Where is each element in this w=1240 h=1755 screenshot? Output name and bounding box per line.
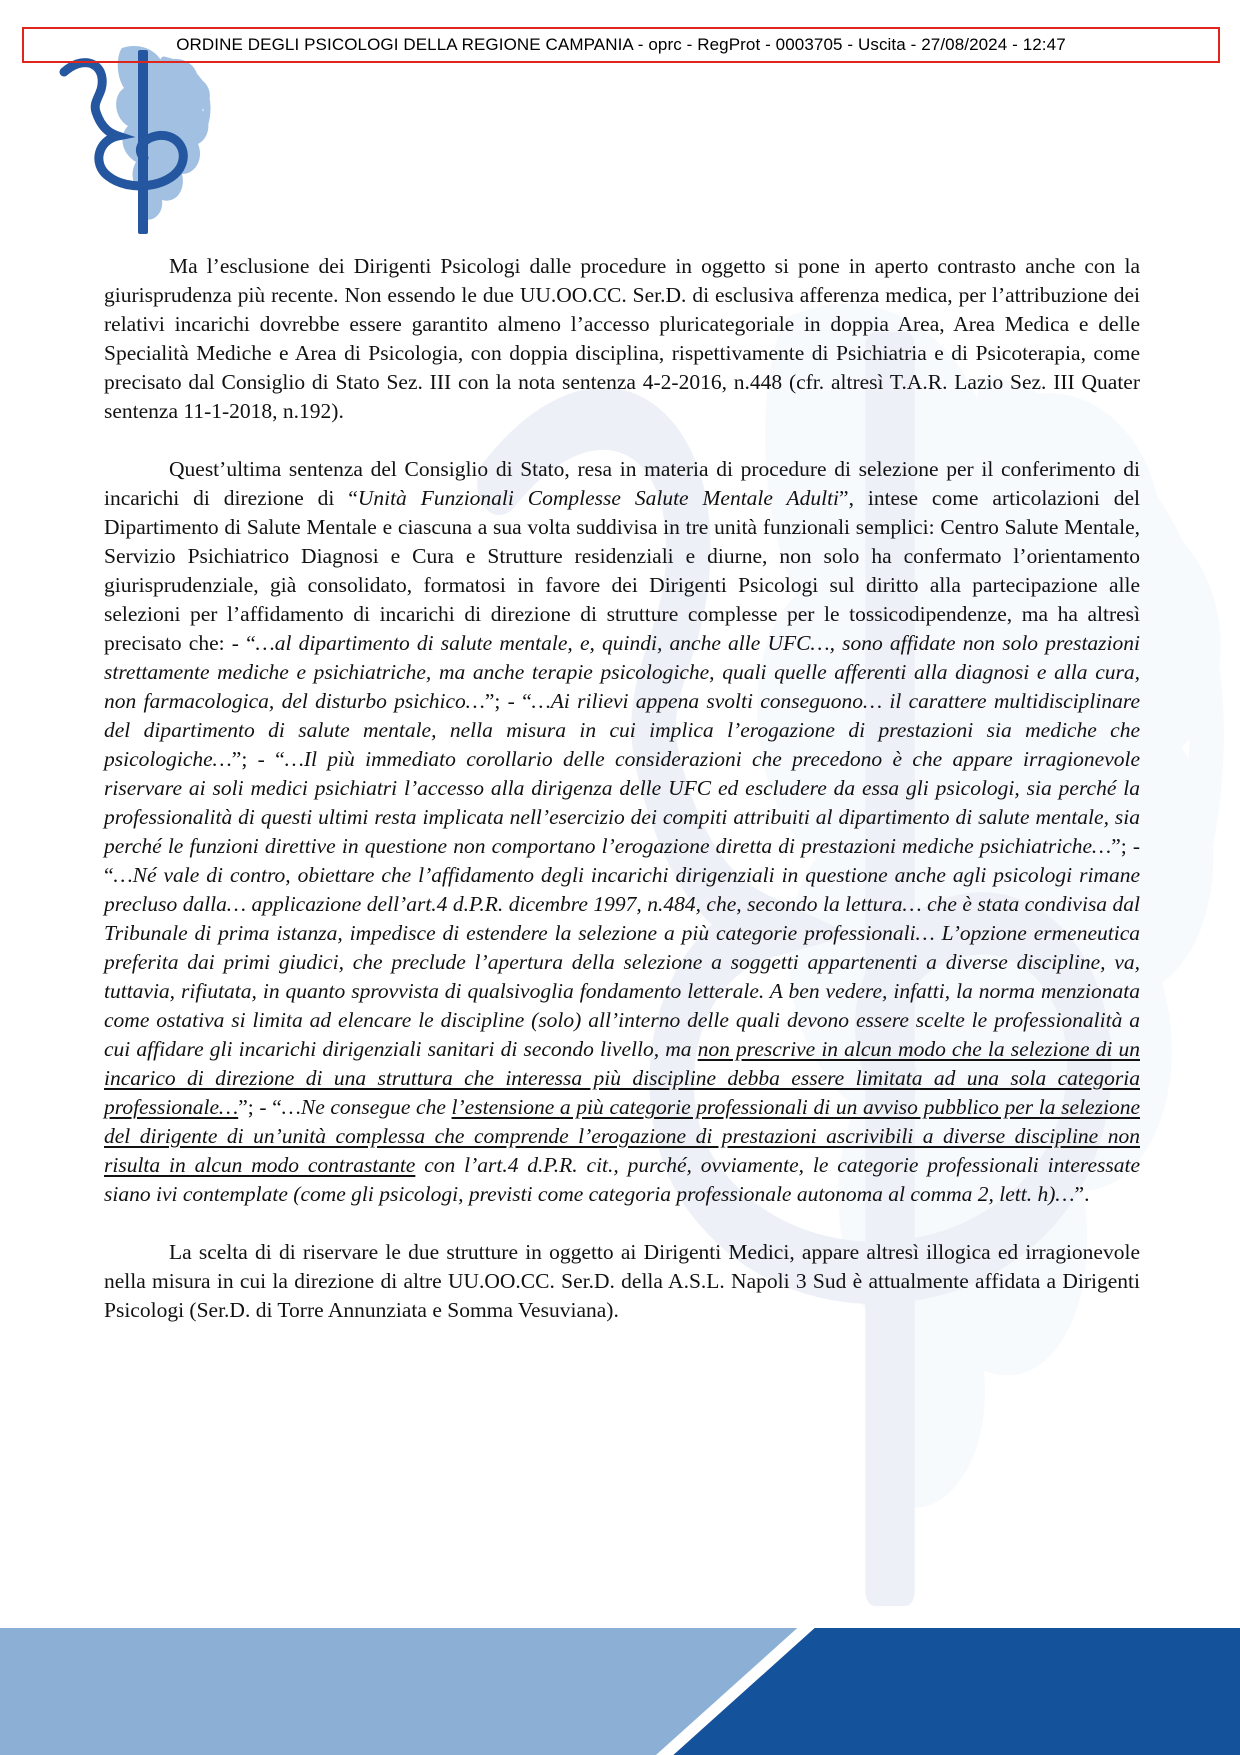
protocol-stamp <box>22 27 1220 63</box>
text-run: ”, intese come articolazioni del Dipartimento di Salute Mentale e ciascuna a sua volta suddivisa in tre unità funzionali semplici: Centro Salute Mentale, Servizio Psichiatrico Diagnosi e Cura e Strutture residenziali e diurne, non solo ha confermato l’orientamento giurisprudenziale, già consolidato, formatosi in favore dei Dirigenti Psicologi sul diritto alla partecipazione alle selezioni per l’affidamento di incarichi di direzione di strutture complesse per le tossicodipendenze, ma ha altresì precisato che: - “ <box>104 486 1141 655</box>
document-body <box>104 252 1140 1325</box>
protocol-text: ORDINE DEGLI PSICOLOGI DELLA REGIONE CAMPANIA - oprc - RegProt - 0003705 - Uscita - 27/08/2024 - 12:47 <box>176 35 1066 54</box>
text-run: ”; - “ <box>231 747 285 771</box>
paragraph-exclusion <box>104 252 1140 426</box>
paragraph-sentenza <box>104 455 1140 1209</box>
text-run: …al dipartimento di salute mentale, e, quindi, anche alle UFC…, sono affidate non solo prestazioni strettamente mediche e psichiatriche, ma anche terapie psicologiche, quali quelle afferenti alla diagnosi e alla cura, non farmacologica, del disturbo psichico… <box>104 631 1140 713</box>
psi-logo <box>52 44 234 236</box>
paragraph-scelta <box>104 1238 1140 1325</box>
text-run: …Ai rilievi appena svolti conseguono… il carattere multidisciplinare del dipartimento di salute mentale, nella misura in cui implica l’erogazione di prestazioni sia mediche che psicologiche… <box>104 689 1140 771</box>
text-run: …Ne consegue che <box>281 1095 452 1119</box>
text-run: …Il più immediato corollario delle considerazioni che precedono è che appare irragionevole riservare ai soli medici psichiatri l’accesso alla dirigenza delle UFC ed escludere da essa gli psicologi, sia perché la professionalità di questi ultimi resta implicata nell’esercizio dei compiti attribuiti al dipartimento di salute mentale, sia perché le funzioni direttive in questione non comportano l’erogazione diretta di prestazioni mediche psichiatriche… <box>104 747 1141 858</box>
text-run: l’estensione a più categorie professionali di un avviso pubblico per la selezione del dirigente di un’unità complessa che comprende l’erogazione di prestazioni ascrivibili a diverse discipline non risulta in alcun modo contrastante <box>104 1095 1140 1177</box>
text-run: La scelta di di riservare le due strutture in oggetto ai Dirigenti Medici, appare altresì illogica ed irragionevole nella misura in cui la direzione di altre UU.OO.CC. Ser.D. della A.S.L. Napoli 3 Sud è attualmente affidata a Dirigenti Psicologi (Ser.D. di Torre Annunziata e Somma Vesuviana). <box>104 1240 1140 1322</box>
text-run: Unità Funzionali Complesse Salute Mentale Adulti <box>357 486 840 510</box>
text-run: …Né vale di contro, obiettare che l’affidamento degli incarichi dirigenziali in questione anche agli psicologi rimane precluso dalla… applicazione dell’art.4 d.P.R. dicembre 1997, n.484, che, secondo la lettura… che è stata condivisa dal Tribunale di prima istanza, impedisce di estendere la selezione a più categorie professionali… L’opzione ermeneutica preferita dai primi giudici, che preclude l’apertura della selezione a soggetti appartenenti a diverse discipline, va, tuttavia, rifiutata, in quanto sprovvista di qualsivoglia fondamento letterale. A ben vedere, infatti, la norma menzionata come ostativa si limita ad elencare le discipline (solo) all’interno delle quali devono essere scelte le professionalità a cui affidare gli incarichi dirigenziali sanitari di secondo livello, ma <box>104 863 1140 1061</box>
text-run: ”; - “ <box>238 1095 282 1119</box>
text-run: ”; - “ <box>104 834 1140 887</box>
text-run: Quest’ultima sentenza del Consiglio di Stato, resa in materia di procedure di selezione per il conferimento di incarichi di direzione di “ <box>104 457 1140 510</box>
text-run: non prescrive in alcun modo che la selezione di un incarico di direzione di una struttura che interessa più discipline debba essere limitata ad una sola categoria professionale… <box>104 1037 1140 1119</box>
text-run: Ma l’esclusione dei Dirigenti Psicologi dalle procedure in oggetto si pone in aperto contrasto anche con la giurisprudenza più recente. Non essendo le due UU.OO.CC. Ser.D. di esclusiva afferenza medica, per l’attribuzione dei relativi incarichi dovrebbe essere garantito almeno l’accesso pluricategoriale in doppia Area, Area Medica e delle Specialità Mediche e Area di Psicologia, con doppia disciplina, rispettivamente di Psichiatria e di Psicoterapia, come precisato dal Consiglio di Stato Sez. III con la nota sentenza 4-2-2016, n.448 (cfr. altresì T.A.R. Lazio Sez. III Quater sentenza 11-1-2018, n.192). <box>104 254 1140 423</box>
footer-banner <box>0 1628 1240 1755</box>
text-run: con l’art.4 d.P.R. cit., purché, ovviamente, le categorie professionali interessate siano ivi contemplate (come gli psicologi, previsti come categoria professionale autonoma al comma 2, lett. h)… <box>104 1153 1140 1206</box>
text-run: ”. <box>1074 1182 1090 1206</box>
text-run: ”; - “ <box>484 689 532 713</box>
